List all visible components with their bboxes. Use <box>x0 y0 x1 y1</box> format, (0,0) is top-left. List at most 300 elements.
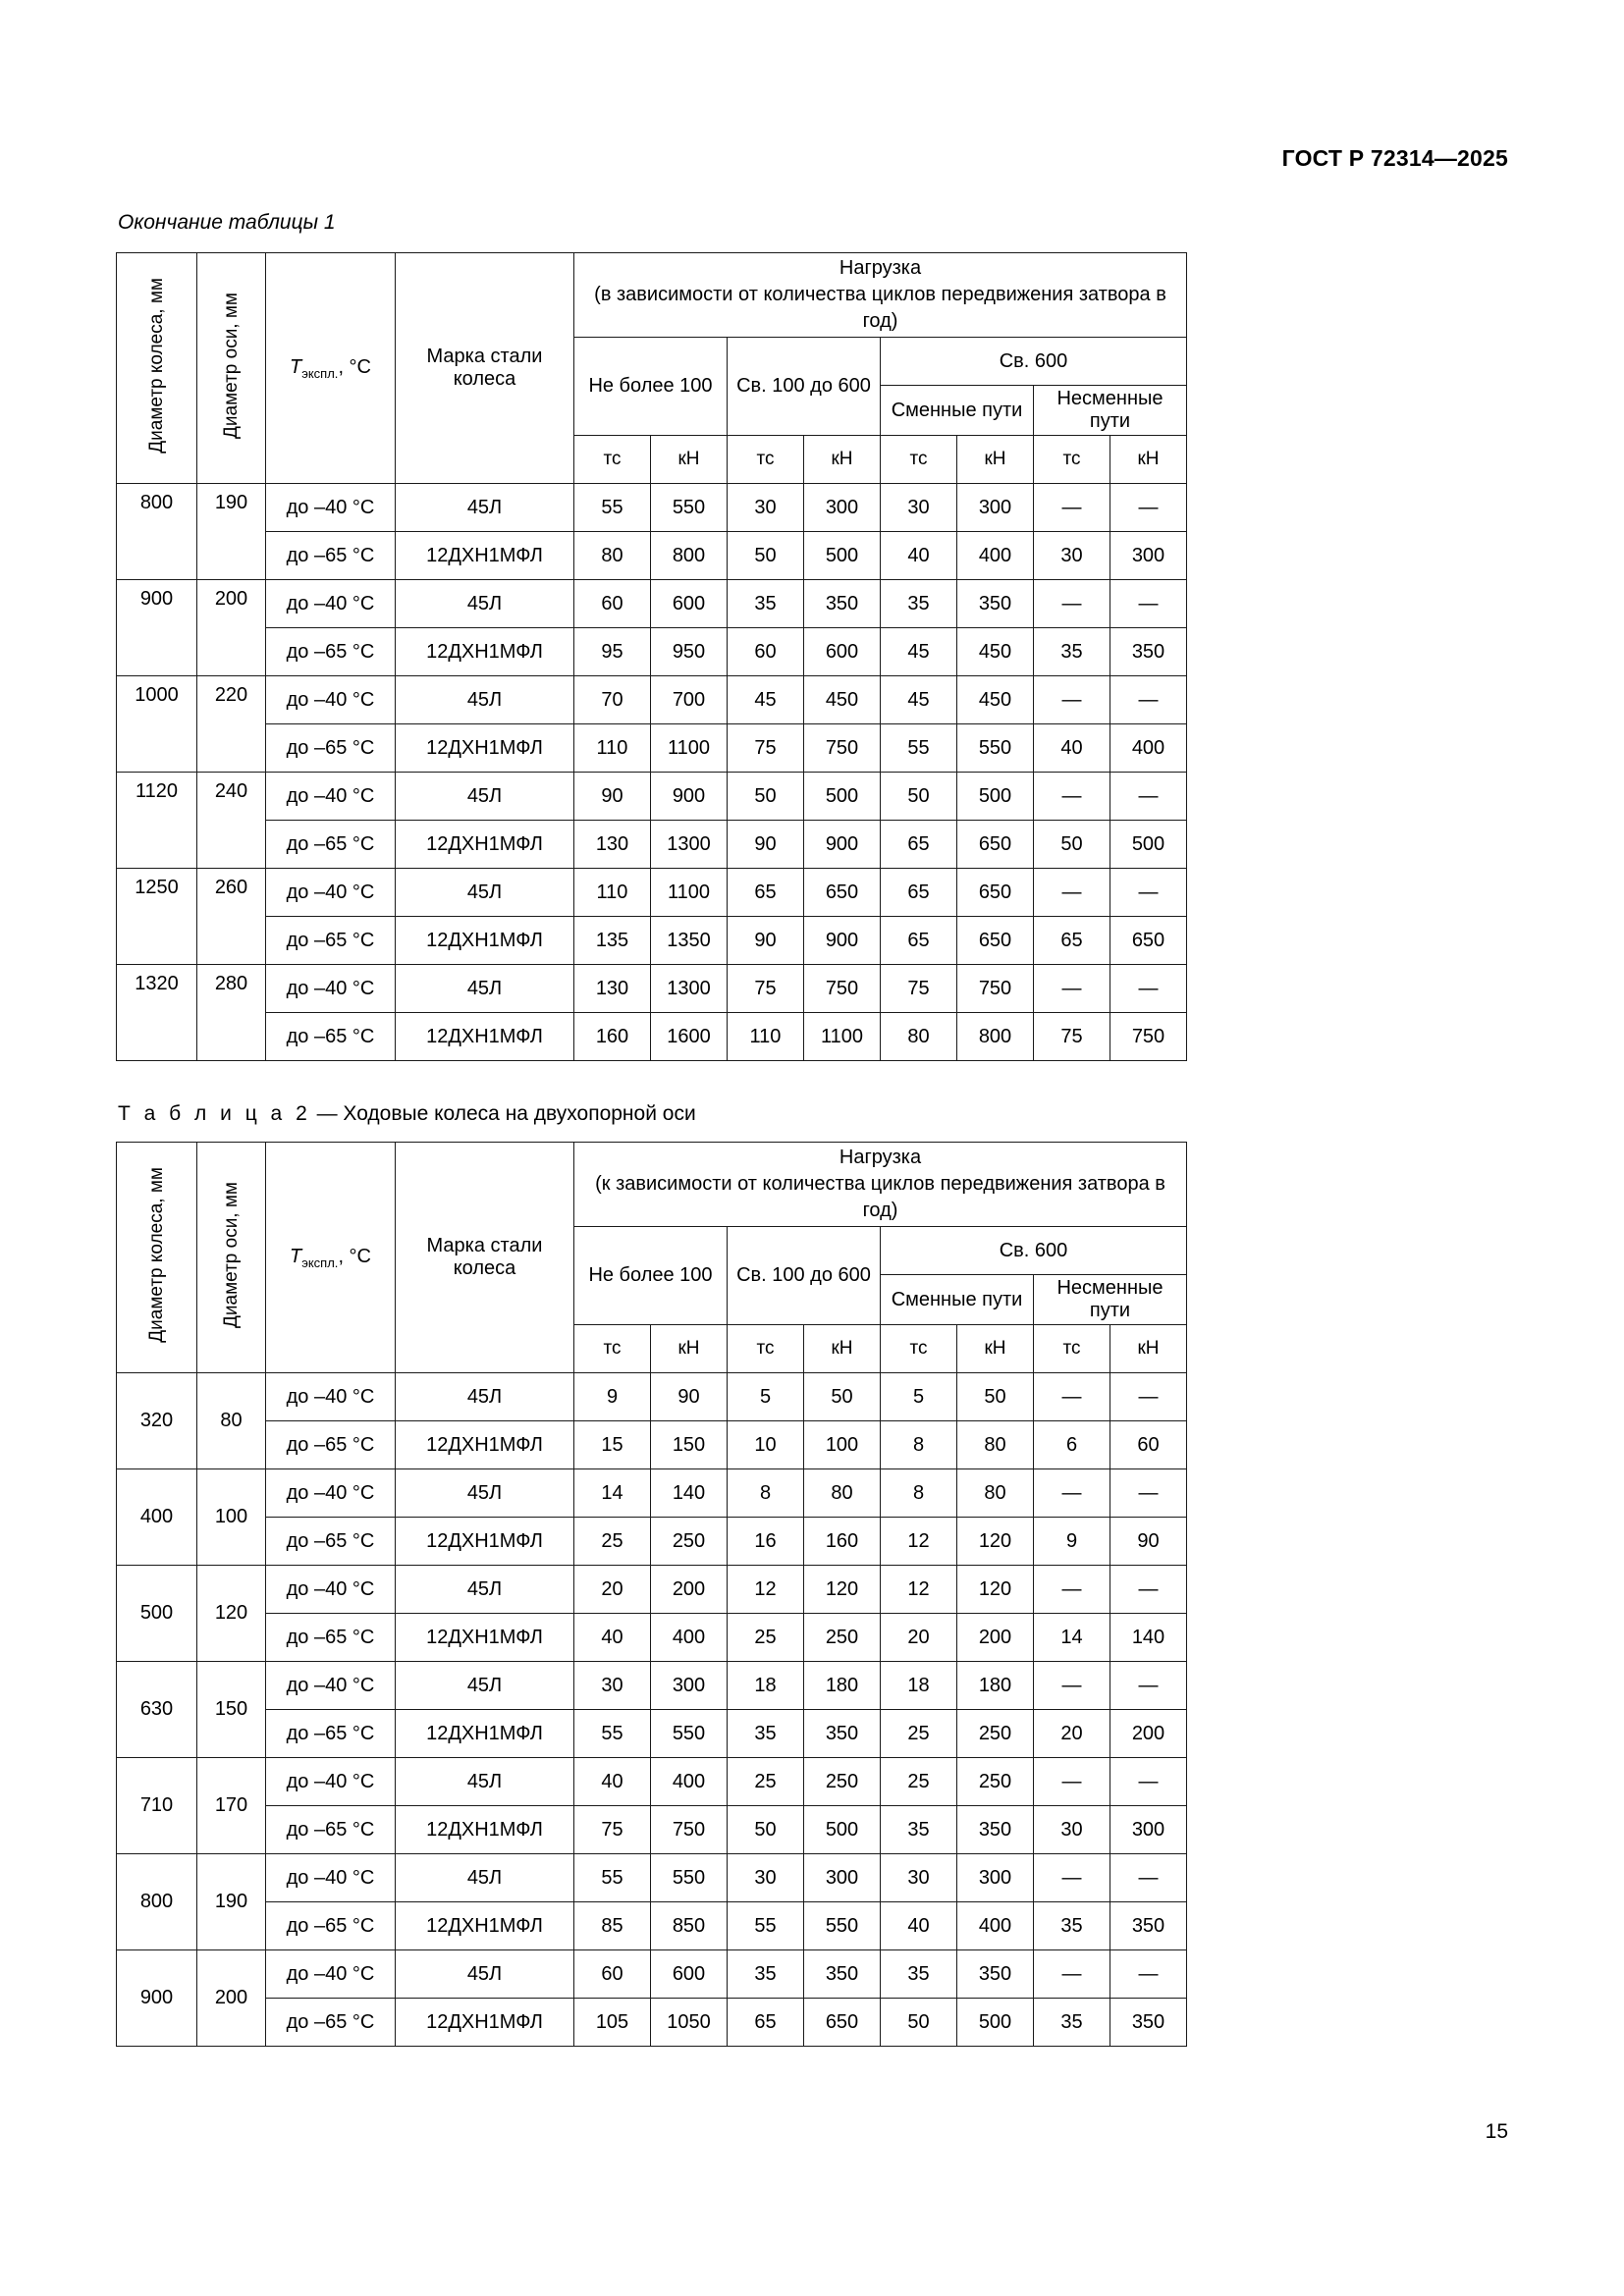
cell-load-value: 550 <box>957 724 1034 773</box>
cell-temperature: до –65 °C <box>266 628 396 676</box>
header-wheel-diameter: Диаметр колеса, мм <box>117 1143 197 1373</box>
cell-load-value: 250 <box>651 1518 728 1566</box>
header-unit-ts: тс <box>1034 1325 1110 1373</box>
cell-temperature: до –65 °C <box>266 821 396 869</box>
cell-steel-grade: 12ДХН1МФЛ <box>396 1806 574 1854</box>
cell-load-value: 60 <box>728 628 804 676</box>
cell-load-value: 8 <box>881 1469 957 1518</box>
header-unit-kn: кН <box>651 436 728 484</box>
cell-load-value: 350 <box>1110 1902 1187 1950</box>
cell-load-value: 650 <box>957 869 1034 917</box>
table-row <box>117 484 1187 532</box>
cell-axle-diameter: 100 <box>197 1469 266 1566</box>
cell-load-value: 350 <box>1110 1999 1187 2047</box>
table-row <box>117 1518 1187 1566</box>
cell-load-value: 250 <box>957 1710 1034 1758</box>
cell-load-value: — <box>1110 1662 1187 1710</box>
header-nonchangeable-tracks: Несменные пути <box>1034 1275 1187 1325</box>
cell-load-value: 750 <box>1110 1013 1187 1061</box>
cell-wheel-diameter: 320 <box>117 1373 197 1469</box>
cell-load-value: 300 <box>1110 532 1187 580</box>
cell-load-value: 140 <box>651 1469 728 1518</box>
cell-load-value: 500 <box>804 1806 881 1854</box>
table2-body <box>117 1373 1187 2047</box>
cell-load-value: 75 <box>728 965 804 1013</box>
table-row <box>117 1758 1187 1806</box>
header-cycles-over-600: Св. 600 <box>881 1227 1187 1275</box>
cell-load-value: 1600 <box>651 1013 728 1061</box>
cell-load-value: 500 <box>804 773 881 821</box>
cell-load-value: 30 <box>728 484 804 532</box>
cell-axle-diameter: 240 <box>197 773 266 869</box>
header-unit-ts: тс <box>1034 436 1110 484</box>
header-temperature: $T_{экспл.}$, °C <box>266 253 396 484</box>
cell-load-value: 14 <box>574 1469 651 1518</box>
cell-temperature: до –65 °C <box>266 1999 396 2047</box>
table-row <box>117 917 1187 965</box>
cell-load-value: — <box>1110 580 1187 628</box>
cell-load-value: 90 <box>1110 1518 1187 1566</box>
table-wheels-single-support <box>116 252 1187 1061</box>
cell-axle-diameter: 260 <box>197 869 266 965</box>
cell-load-value: — <box>1034 1566 1110 1614</box>
cell-temperature: до –65 °C <box>266 724 396 773</box>
table-row <box>117 821 1187 869</box>
cell-load-value: 600 <box>651 1950 728 1999</box>
cell-temperature: до –65 °C <box>266 1710 396 1758</box>
cell-load-value: 500 <box>957 1999 1034 2047</box>
cell-load-value: 60 <box>1110 1421 1187 1469</box>
cell-load-value: 55 <box>574 1710 651 1758</box>
cell-load-value: 130 <box>574 821 651 869</box>
cell-load-value: 35 <box>881 1950 957 1999</box>
header-unit-ts: тс <box>728 436 804 484</box>
header-unit-ts: тс <box>728 1325 804 1373</box>
cell-steel-grade: 45Л <box>396 1373 574 1421</box>
cell-load-value: 1100 <box>651 869 728 917</box>
header-cycles-100-600: Св. 100 до 600 <box>728 338 881 436</box>
cell-steel-grade: 12ДХН1МФЛ <box>396 724 574 773</box>
cell-load-value: 150 <box>651 1421 728 1469</box>
page-header-standard: ГОСТ Р 72314—2025 <box>1281 145 1508 171</box>
cell-load-value: 8 <box>728 1469 804 1518</box>
cell-load-value: — <box>1034 484 1110 532</box>
cell-temperature: до –65 °C <box>266 1806 396 1854</box>
cell-steel-grade: 45Л <box>396 1950 574 1999</box>
cell-load-value: 45 <box>881 676 957 724</box>
header-cycles-not-more-100: Не более 100 <box>574 338 728 436</box>
cell-load-value: — <box>1034 1469 1110 1518</box>
cell-steel-grade: 12ДХН1МФЛ <box>396 1902 574 1950</box>
cell-load-value: 110 <box>574 724 651 773</box>
cell-temperature: до –40 °C <box>266 676 396 724</box>
cell-steel-grade: 12ДХН1МФЛ <box>396 917 574 965</box>
cell-load-value: 400 <box>1110 724 1187 773</box>
cell-load-value: 45 <box>881 628 957 676</box>
header-unit-ts: тс <box>881 1325 957 1373</box>
header-cycles-over-600: Св. 600 <box>881 338 1187 386</box>
cell-load-value: 300 <box>1110 1806 1187 1854</box>
cell-axle-diameter: 80 <box>197 1373 266 1469</box>
cell-load-value: — <box>1110 965 1187 1013</box>
cell-wheel-diameter: 500 <box>117 1566 197 1662</box>
header-axle-diameter: Диаметр оси, мм <box>197 253 266 484</box>
header-cycles-100-600: Св. 100 до 600 <box>728 1227 881 1325</box>
cell-load-value: 9 <box>1034 1518 1110 1566</box>
cell-load-value: 55 <box>574 1854 651 1902</box>
table-row <box>117 724 1187 773</box>
cell-steel-grade: 45Л <box>396 869 574 917</box>
cell-axle-diameter: 200 <box>197 580 266 676</box>
cell-steel-grade: 45Л <box>396 1566 574 1614</box>
cell-load-value: — <box>1110 676 1187 724</box>
cell-steel-grade: 12ДХН1МФЛ <box>396 628 574 676</box>
cell-load-value: 300 <box>651 1662 728 1710</box>
cell-load-value: 160 <box>574 1013 651 1061</box>
cell-wheel-diameter: 710 <box>117 1758 197 1854</box>
cell-steel-grade: 12ДХН1МФЛ <box>396 1518 574 1566</box>
cell-load-value: 65 <box>881 917 957 965</box>
cell-temperature: до –40 °C <box>266 1662 396 1710</box>
table-row <box>117 1469 1187 1518</box>
table-row <box>117 1421 1187 1469</box>
cell-load-value: — <box>1110 1566 1187 1614</box>
cell-temperature: до –40 °C <box>266 965 396 1013</box>
cell-load-value: 900 <box>651 773 728 821</box>
cell-axle-diameter: 190 <box>197 484 266 580</box>
cell-load-value: 30 <box>881 484 957 532</box>
cell-wheel-diameter: 900 <box>117 580 197 676</box>
cell-load-value: 160 <box>804 1518 881 1566</box>
cell-load-value: — <box>1034 1758 1110 1806</box>
cell-load-value: 1100 <box>804 1013 881 1061</box>
cell-load-value: — <box>1034 676 1110 724</box>
cell-wheel-diameter: 800 <box>117 1854 197 1950</box>
cell-load-value: 110 <box>728 1013 804 1061</box>
cell-load-value: 800 <box>957 1013 1034 1061</box>
cell-load-value: 550 <box>804 1902 881 1950</box>
cell-load-value: 450 <box>957 676 1034 724</box>
cell-load-value: 8 <box>881 1421 957 1469</box>
cell-load-value: 90 <box>574 773 651 821</box>
table-row <box>117 580 1187 628</box>
cell-wheel-diameter: 900 <box>117 1950 197 2047</box>
cell-load-value: 400 <box>651 1758 728 1806</box>
header-steel-grade: Марка стали колеса <box>396 253 574 484</box>
cell-load-value: — <box>1034 1662 1110 1710</box>
cell-load-value: 35 <box>881 1806 957 1854</box>
cell-load-value: 5 <box>728 1373 804 1421</box>
cell-load-value: 12 <box>881 1518 957 1566</box>
cell-temperature: до –40 °C <box>266 1950 396 1999</box>
cell-temperature: до –65 °C <box>266 1902 396 1950</box>
table-row <box>117 1710 1187 1758</box>
cell-load-value: 65 <box>881 821 957 869</box>
table-row <box>117 1854 1187 1902</box>
cell-wheel-diameter: 1000 <box>117 676 197 773</box>
cell-load-value: 55 <box>728 1902 804 1950</box>
cell-steel-grade: 12ДХН1МФЛ <box>396 821 574 869</box>
cell-temperature: до –40 °C <box>266 1373 396 1421</box>
header-unit-kn: кН <box>957 436 1034 484</box>
cell-load-value: 55 <box>881 724 957 773</box>
cell-load-value: 20 <box>1034 1710 1110 1758</box>
header-unit-kn: кН <box>957 1325 1034 1373</box>
cell-load-value: 50 <box>1034 821 1110 869</box>
cell-load-value: 80 <box>574 532 651 580</box>
cell-axle-diameter: 220 <box>197 676 266 773</box>
cell-load-value: 25 <box>728 1758 804 1806</box>
cell-load-value: 650 <box>957 917 1034 965</box>
cell-load-value: 100 <box>804 1421 881 1469</box>
cell-load-value: 10 <box>728 1421 804 1469</box>
header-unit-ts: тс <box>881 436 957 484</box>
cell-load-value: 500 <box>804 532 881 580</box>
cell-load-value: 600 <box>651 580 728 628</box>
cell-load-value: — <box>1034 869 1110 917</box>
cell-axle-diameter: 190 <box>197 1854 266 1950</box>
cell-load-value: 65 <box>881 869 957 917</box>
cell-load-value: 14 <box>1034 1614 1110 1662</box>
table-row <box>117 965 1187 1013</box>
cell-load-value: 350 <box>1110 628 1187 676</box>
cell-wheel-diameter: 400 <box>117 1469 197 1566</box>
cell-load-value: 750 <box>651 1806 728 1854</box>
header-unit-kn: кН <box>1110 436 1187 484</box>
cell-load-value: 350 <box>957 1806 1034 1854</box>
cell-load-value: 120 <box>957 1518 1034 1566</box>
header-cycles-not-more-100: Не более 100 <box>574 1227 728 1325</box>
cell-steel-grade: 45Л <box>396 1854 574 1902</box>
cell-load-value: 250 <box>804 1614 881 1662</box>
header-unit-kn: кН <box>804 1325 881 1373</box>
table-row <box>117 1662 1187 1710</box>
cell-load-value: — <box>1110 1469 1187 1518</box>
cell-load-value: 40 <box>574 1614 651 1662</box>
cell-load-value: 5 <box>881 1373 957 1421</box>
cell-load-value: — <box>1110 1373 1187 1421</box>
cell-load-value: 30 <box>574 1662 651 1710</box>
cell-load-value: 6 <box>1034 1421 1110 1469</box>
cell-load-value: 350 <box>804 1710 881 1758</box>
cell-load-value: 50 <box>804 1373 881 1421</box>
cell-load-value: 35 <box>728 580 804 628</box>
cell-steel-grade: 12ДХН1МФЛ <box>396 1614 574 1662</box>
table-wheels-double-support <box>116 1142 1187 2047</box>
cell-wheel-diameter: 800 <box>117 484 197 580</box>
cell-steel-grade: 12ДХН1МФЛ <box>396 1421 574 1469</box>
cell-load-value: 105 <box>574 1999 651 2047</box>
cell-temperature: до –65 °C <box>266 917 396 965</box>
cell-load-value: — <box>1034 1854 1110 1902</box>
cell-load-value: — <box>1034 965 1110 1013</box>
cell-load-value: 75 <box>881 965 957 1013</box>
table-row <box>117 1806 1187 1854</box>
header-unit-kn: кН <box>1110 1325 1187 1373</box>
cell-load-value: 900 <box>804 917 881 965</box>
cell-load-value: 350 <box>957 1950 1034 1999</box>
cell-load-value: 16 <box>728 1518 804 1566</box>
cell-load-value: 50 <box>728 532 804 580</box>
cell-load-value: 75 <box>574 1806 651 1854</box>
cell-load-value: 650 <box>804 1999 881 2047</box>
cell-load-value: 30 <box>881 1854 957 1902</box>
cell-load-value: 650 <box>957 821 1034 869</box>
cell-load-value: — <box>1110 1950 1187 1999</box>
cell-load-value: 25 <box>574 1518 651 1566</box>
cell-load-value: 55 <box>574 484 651 532</box>
cell-load-value: 350 <box>957 580 1034 628</box>
table1-body <box>117 484 1187 1061</box>
cell-steel-grade: 45Л <box>396 965 574 1013</box>
table-row <box>117 1902 1187 1950</box>
cell-load-value: 120 <box>957 1566 1034 1614</box>
cell-load-value: 750 <box>804 724 881 773</box>
cell-axle-diameter: 280 <box>197 965 266 1061</box>
table-row <box>117 1013 1187 1061</box>
table-row <box>117 1566 1187 1614</box>
cell-load-value: 400 <box>957 1902 1034 1950</box>
cell-load-value: 400 <box>957 532 1034 580</box>
cell-load-value: 250 <box>957 1758 1034 1806</box>
cell-load-value: 350 <box>804 1950 881 1999</box>
header-wheel-diameter: Диаметр колеса, мм <box>117 253 197 484</box>
table-row <box>117 869 1187 917</box>
cell-load-value: 300 <box>804 1854 881 1902</box>
cell-load-value: 80 <box>881 1013 957 1061</box>
cell-load-value: 650 <box>1110 917 1187 965</box>
cell-load-value: — <box>1110 484 1187 532</box>
cell-load-value: 85 <box>574 1902 651 1950</box>
cell-axle-diameter: 200 <box>197 1950 266 2047</box>
cell-load-value: 1300 <box>651 965 728 1013</box>
table-row <box>117 1614 1187 1662</box>
cell-load-value: 200 <box>651 1566 728 1614</box>
cell-load-value: 35 <box>1034 1902 1110 1950</box>
cell-temperature: до –40 °C <box>266 484 396 532</box>
cell-load-value: — <box>1034 1373 1110 1421</box>
cell-load-value: 9 <box>574 1373 651 1421</box>
cell-wheel-diameter: 1120 <box>117 773 197 869</box>
cell-load-value: 600 <box>804 628 881 676</box>
cell-wheel-diameter: 1250 <box>117 869 197 965</box>
cell-load-value: 50 <box>881 773 957 821</box>
cell-load-value: 75 <box>1034 1013 1110 1061</box>
cell-temperature: до –65 °C <box>266 1614 396 1662</box>
cell-load-value: 35 <box>728 1710 804 1758</box>
cell-load-value: 80 <box>804 1469 881 1518</box>
cell-steel-grade: 12ДХН1МФЛ <box>396 1999 574 2047</box>
cell-load-value: 40 <box>574 1758 651 1806</box>
cell-load-value: 120 <box>804 1566 881 1614</box>
cell-load-value: 950 <box>651 628 728 676</box>
header-unit-ts: тс <box>574 1325 651 1373</box>
cell-load-value: 650 <box>804 869 881 917</box>
cell-load-value: 20 <box>881 1614 957 1662</box>
cell-load-value: 90 <box>651 1373 728 1421</box>
cell-load-value: 50 <box>957 1373 1034 1421</box>
cell-steel-grade: 45Л <box>396 484 574 532</box>
cell-load-value: 130 <box>574 965 651 1013</box>
cell-load-value: — <box>1110 1854 1187 1902</box>
cell-load-value: 400 <box>651 1614 728 1662</box>
header-load-group: Нагрузка (к зависимости от количества циклов передвижения затвора в год) <box>574 1143 1187 1227</box>
cell-load-value: 180 <box>957 1662 1034 1710</box>
cell-load-value: 550 <box>651 1854 728 1902</box>
cell-load-value: 550 <box>651 1710 728 1758</box>
cell-load-value: 25 <box>881 1758 957 1806</box>
cell-steel-grade: 45Л <box>396 580 574 628</box>
cell-load-value: — <box>1034 773 1110 821</box>
cell-load-value: 30 <box>1034 532 1110 580</box>
cell-load-value: — <box>1034 1950 1110 1999</box>
table-row <box>117 1373 1187 1421</box>
header-changeable-tracks: Сменные пути <box>881 1275 1034 1325</box>
cell-load-value: 75 <box>728 724 804 773</box>
header-changeable-tracks: Сменные пути <box>881 386 1034 436</box>
cell-load-value: 1100 <box>651 724 728 773</box>
cell-steel-grade: 12ДХН1МФЛ <box>396 1013 574 1061</box>
cell-load-value: 500 <box>1110 821 1187 869</box>
cell-temperature: до –40 °C <box>266 1758 396 1806</box>
cell-load-value: 15 <box>574 1421 651 1469</box>
cell-load-value: 35 <box>1034 1999 1110 2047</box>
cell-load-value: 1050 <box>651 1999 728 2047</box>
cell-temperature: до –65 °C <box>266 1421 396 1469</box>
cell-temperature: до –40 °C <box>266 580 396 628</box>
cell-load-value: 200 <box>1110 1710 1187 1758</box>
cell-load-value: 300 <box>804 484 881 532</box>
table2-caption: Т а б л и ц а 2 — Ходовые колеса на двухопорной оси <box>118 1102 696 1125</box>
cell-load-value: 30 <box>1034 1806 1110 1854</box>
cell-load-value: 50 <box>881 1999 957 2047</box>
cell-load-value: 200 <box>957 1614 1034 1662</box>
cell-load-value: 30 <box>728 1854 804 1902</box>
cell-load-value: 250 <box>804 1758 881 1806</box>
header-steel-grade: Марка стали колеса <box>396 1143 574 1373</box>
table-row <box>117 532 1187 580</box>
table-row <box>117 628 1187 676</box>
cell-temperature: до –40 °C <box>266 869 396 917</box>
cell-load-value: 80 <box>957 1469 1034 1518</box>
cell-load-value: 1300 <box>651 821 728 869</box>
cell-load-value: 50 <box>728 1806 804 1854</box>
cell-load-value: 65 <box>728 869 804 917</box>
cell-load-value: 60 <box>574 580 651 628</box>
cell-steel-grade: 45Л <box>396 676 574 724</box>
cell-load-value: 70 <box>574 676 651 724</box>
cell-load-value: 12 <box>881 1566 957 1614</box>
cell-load-value: 300 <box>957 484 1034 532</box>
cell-axle-diameter: 150 <box>197 1662 266 1758</box>
cell-steel-grade: 45Л <box>396 1662 574 1710</box>
cell-load-value: 450 <box>957 628 1034 676</box>
cell-load-value: — <box>1110 869 1187 917</box>
cell-load-value: 65 <box>728 1999 804 2047</box>
cell-steel-grade: 45Л <box>396 1758 574 1806</box>
cell-axle-diameter: 170 <box>197 1758 266 1854</box>
cell-load-value: 90 <box>728 917 804 965</box>
cell-temperature: до –40 °C <box>266 1566 396 1614</box>
cell-load-value: 40 <box>881 1902 957 1950</box>
cell-load-value: 750 <box>957 965 1034 1013</box>
cell-load-value: 800 <box>651 532 728 580</box>
cell-load-value: 750 <box>804 965 881 1013</box>
cell-steel-grade: 45Л <box>396 1469 574 1518</box>
cell-load-value: 18 <box>728 1662 804 1710</box>
table1-caption: Окончание таблицы 1 <box>118 211 336 234</box>
cell-load-value: 450 <box>804 676 881 724</box>
